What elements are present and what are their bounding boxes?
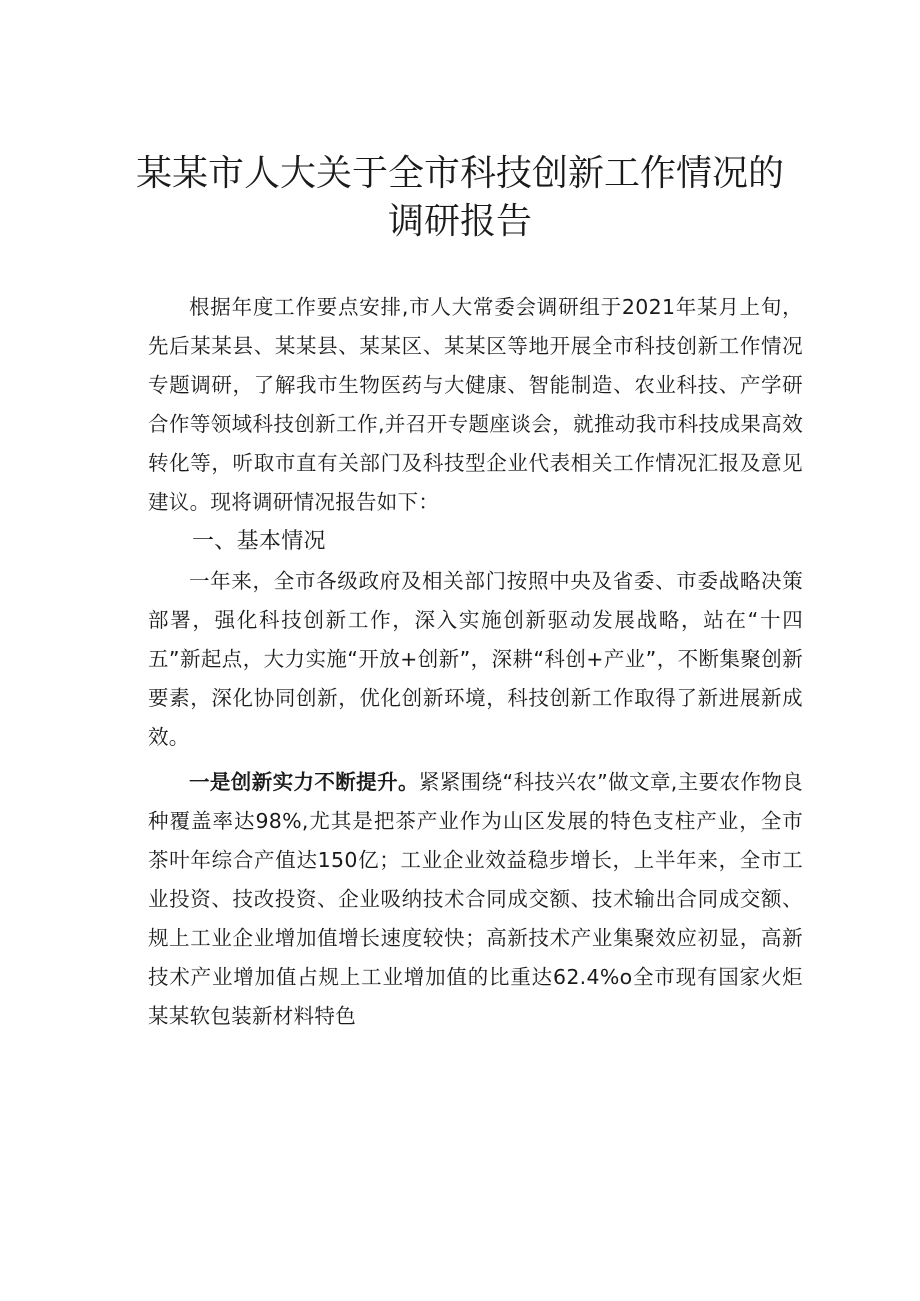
title-line-1: 某某市人大关于全市科技创新工作情况的	[135, 153, 784, 194]
document-title	[0, 150, 920, 246]
document-body	[148, 288, 803, 1036]
point-1-lead: 一是创新实力不断提升。	[189, 770, 419, 794]
point-1-body: 紧紧围绕“科技兴农”做文章,主要农作物良种覆盖率达98%,尤其是把茶产业作为山区发展的特色支柱产业，全市茶叶年综合产值达150亿；工业企业效益稳步增长，上半年来，全市工业投资、技改投资、企业吸纳技术合同成交额、技术输出合同成交额、规上工业企业增加值增长速度较快；高新技术产业集聚效应初显，高新技术产业增加值占规上工业增加值的比重达62.4%o全市现有国家火炬某某软包装新材料特色	[148, 770, 803, 1028]
intro-paragraph: 根据年度工作要点安排,市人大常委会调研组于2021年某月上旬，先后某某县、某某县、某某区、某某区等地开展全市科技创新工作情况专题调研，了解我市生物医药与大健康、智能制造、农业科技、产学研合作等领域科技创新工作,并召开专题座谈会，就推动我市科技成果高效转化等，听取市直有关部门及科技型企业代表相关工作情况汇报及意见建议。现将调研情况报告如下：	[148, 295, 803, 514]
point-1-paragraph	[148, 763, 803, 1036]
section-heading-basic-situation: 一、基本情况	[192, 529, 326, 554]
section-1-paragraph: 一年来，全市各级政府及相关部门按照中央及省委、市委战略决策部署，强化科技创新工作，深入实施创新驱动发展战略，站在“十四五”新起点，大力实施“开放+创新”，深耕“科创+产业”，不断集聚创新要素，深化协同创新，优化创新环境，科技创新工作取得了新进展新成效。	[148, 569, 803, 749]
title-line-2: 调研报告	[387, 201, 532, 242]
